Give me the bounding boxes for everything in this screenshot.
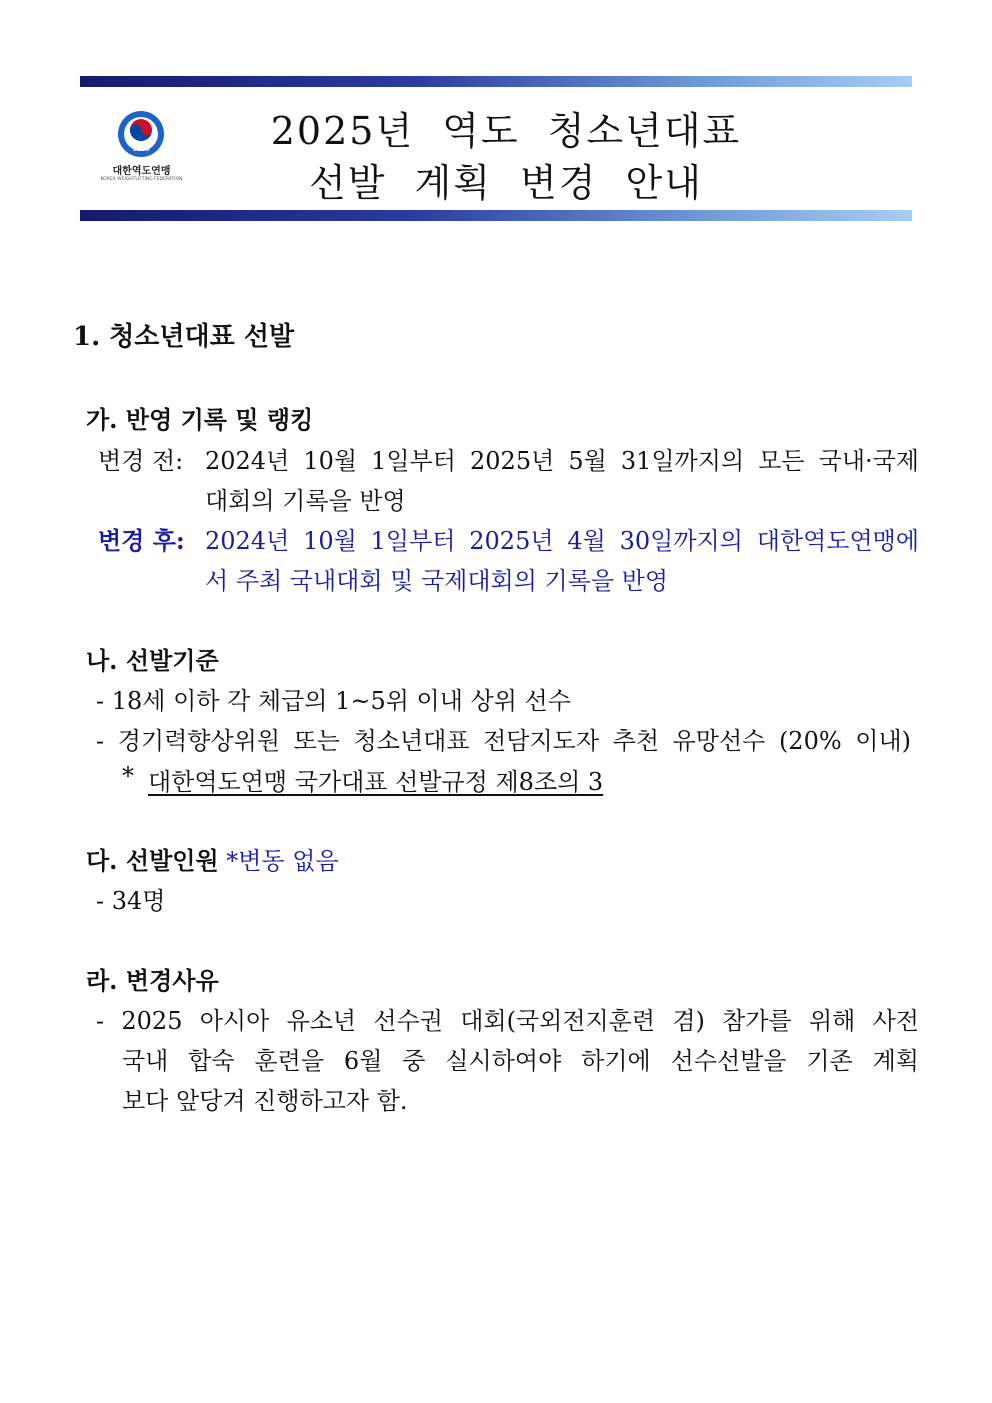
subsection-na-heading: 나. 선발기준 bbox=[86, 646, 219, 675]
after-label: 변경 후: bbox=[98, 526, 185, 555]
subsection-da-heading: 다. 선발인원 bbox=[86, 846, 219, 875]
subsection-da-note: *변동 없음 bbox=[226, 847, 339, 875]
header-top-bar bbox=[80, 76, 912, 87]
federation-logo bbox=[83, 106, 200, 188]
criteria-note-text: 대한역도연맹 국가대표 선발규정 제8조의 3 bbox=[148, 768, 604, 796]
criteria-item-2: - 경기력향상위원 또는 청소년대표 전담지도자 추천 유망선수 (20% 이내) bbox=[96, 727, 911, 755]
page-title-line2: 선발 계획 변경 안내 bbox=[309, 161, 703, 205]
criteria-item-1: - 18세 이하 각 체급의 1~5위 이내 상위 선수 bbox=[96, 687, 571, 715]
section-heading: 1. 청소년대표 선발 bbox=[73, 322, 295, 352]
criteria-note-star: * bbox=[122, 762, 134, 790]
reason-line-2: 국내 합숙 훈련을 6월 중 실시하여야 하기에 선수선발을 기존 계획 bbox=[122, 1047, 919, 1075]
page-title-line1: 2025년 역도 청소년대표 bbox=[270, 109, 742, 153]
before-text-line1: 2024년 10월 1일부터 2025년 5월 31일까지의 모든 국내·국제 bbox=[205, 447, 919, 475]
before-label: 변경 전: bbox=[98, 447, 184, 475]
logo-year: 1936 bbox=[132, 145, 150, 153]
logo-name-ko: 대한역도연맹 bbox=[112, 166, 171, 177]
subsection-ga-heading: 가. 반영 기록 및 랭킹 bbox=[86, 405, 314, 434]
federation-emblem-icon bbox=[83, 106, 200, 166]
header-bottom-bar bbox=[80, 210, 912, 221]
reason-line-1: - 2025 아시아 유소년 선수권 대회(국외전지훈련 겸) 참가를 위해 사전 bbox=[96, 1007, 919, 1035]
logo-name-en: KOREA WEIGHTLIFTING FEDERATION bbox=[100, 177, 183, 182]
after-text-line1: 2024년 10월 1일부터 2025년 4월 30일까지의 대한역도연맹에 bbox=[205, 527, 919, 555]
reason-line-3: 보다 앞당겨 진행하고자 함. bbox=[122, 1087, 408, 1115]
subsection-ra-heading: 라. 변경사유 bbox=[86, 966, 219, 995]
after-text-line2: 서 주최 국내대회 및 국제대회의 기록을 반영 bbox=[205, 567, 669, 595]
before-text-line2: 대회의 기록을 반영 bbox=[205, 487, 406, 515]
selection-count-item: - 34명 bbox=[96, 887, 166, 915]
subsection-da-row bbox=[86, 841, 339, 876]
